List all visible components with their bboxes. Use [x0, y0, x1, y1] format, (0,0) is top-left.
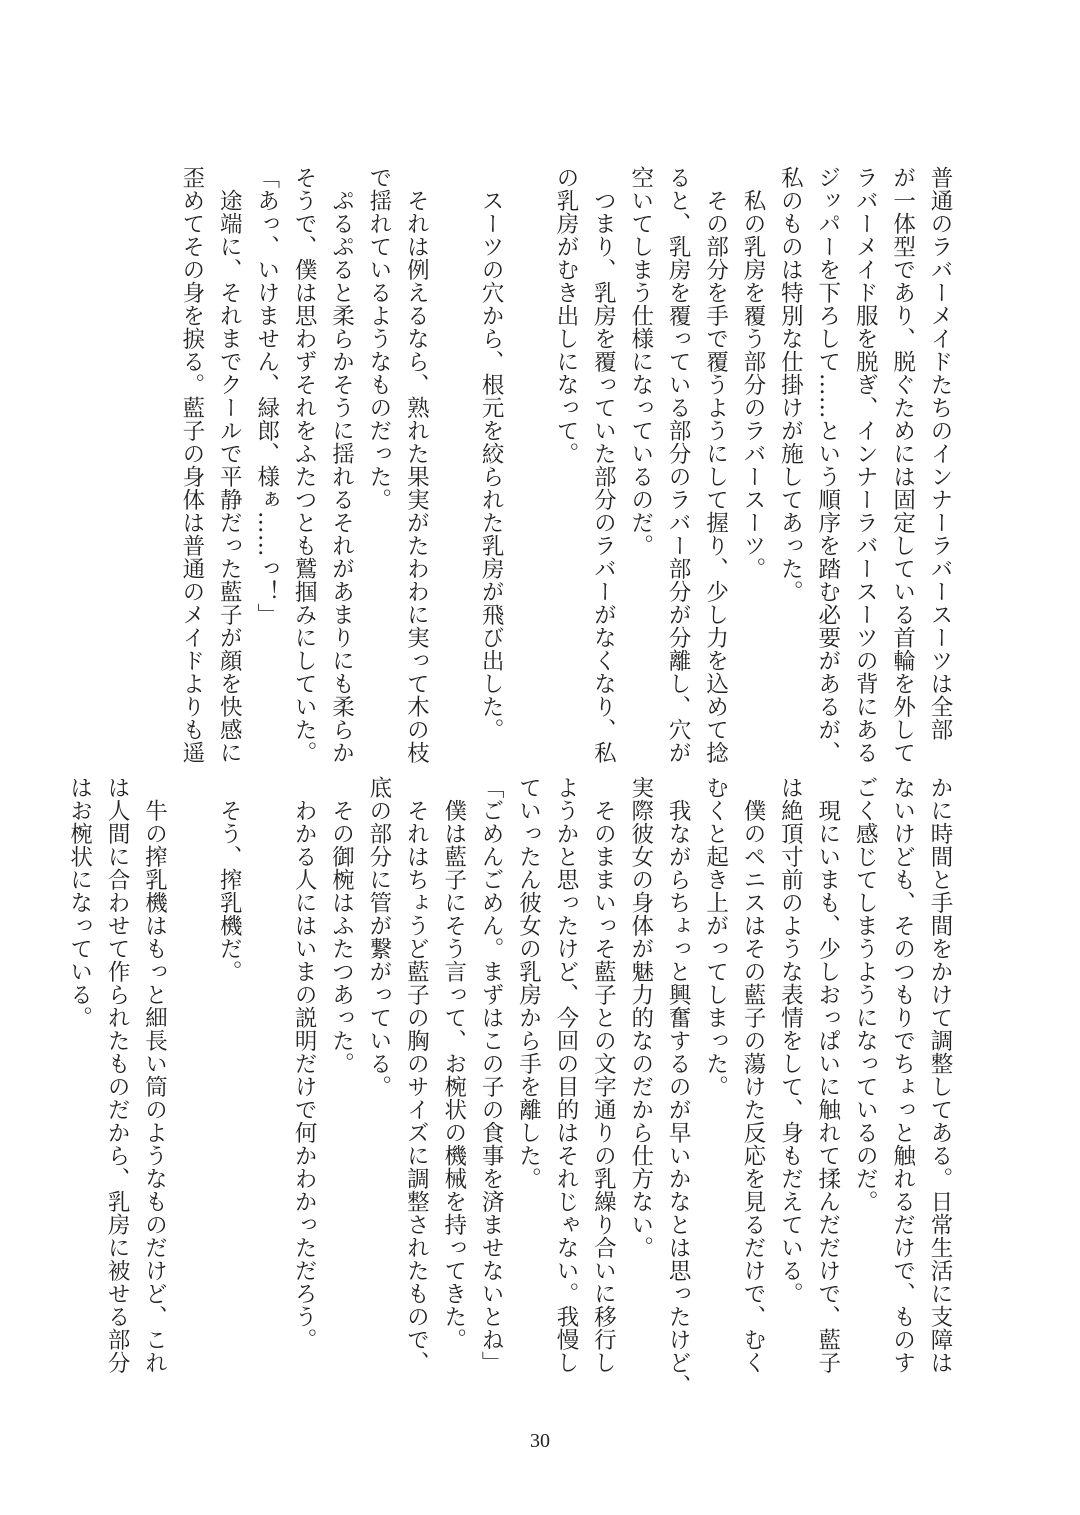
text-line: は絶頂寸前のような表情をして、身もだえている。	[777, 776, 804, 1305]
text-line: それはちょうど藍子の胸のサイズに調整されたもので、	[403, 776, 430, 1374]
text-line	[172, 776, 209, 1406]
text-line: ラバーメイド服を脱ぎ、インナーラバースーツの背にある	[852, 166, 879, 764]
text-line: むくと起き上がってしまった。	[702, 776, 729, 1098]
text-line: かに時間と手間をかけて調整してある。日常生活に支障は	[927, 776, 953, 1374]
text-line: で揺れているようなものだった。	[365, 166, 392, 511]
text-line: 「あっ、いけません、緑郎、様ぁ……っ！」	[253, 166, 280, 626]
text-line	[247, 776, 284, 1406]
text-line	[509, 166, 546, 746]
text-line: そのままいっそ藍子との文字通りの乳繰り合いに移行し	[590, 776, 617, 1374]
text-line: 空いてしまう仕様になっているのだ。	[627, 166, 654, 557]
text-line	[434, 166, 471, 746]
text-line: 普通のラバーメイドたちのインナーラバースーツは全部	[927, 166, 953, 741]
text-line: 僕のペニスはその藍子の蕩けた反応を見るだけで、むく	[739, 776, 766, 1374]
text-line: ごく感じてしまうようになっているのだ。	[852, 776, 879, 1213]
text-line: わかる人にはいまの説明だけで何かわかっただろう。	[291, 776, 318, 1351]
text-line: 歪めてその身を捩る。藍子の身体は普通のメイドよりも遥	[178, 166, 205, 764]
text-block-top	[172, 166, 958, 764]
text-line: の乳房がむき出しになって。	[552, 166, 579, 465]
text-line: 我ながらちょっと興奮するのが早いかなとは思ったけど、	[665, 776, 692, 1397]
text-line: そう、搾乳機だ。	[216, 776, 243, 983]
text-line: スーツの穴から、根元を絞られた乳房が飛び出した。	[478, 166, 505, 741]
text-line: 牛の搾乳機はもっと細長い筒のようなものだけど、これ	[141, 776, 168, 1374]
text-line: ジッパーを下ろして……という順序を踏む必要があるが、	[814, 166, 841, 764]
text-line: その御椀はふたつあった。	[328, 776, 355, 1075]
text-block-bottom	[66, 776, 958, 1406]
text-line: はお椀状になっている。	[66, 776, 93, 1029]
text-line: 「ごめんごめん。まずはこの子の食事を済ませないとね」	[478, 776, 505, 1374]
text-line: そうで、僕は思わずそれをふたつとも鷲掴みにしていた。	[291, 166, 318, 764]
text-line: ようかと思ったけど、今回の目的はそれじゃない。我慢し	[552, 776, 579, 1374]
text-line: 私の乳房を覆う部分のラバースーツ。	[739, 166, 766, 580]
text-line: つまり、乳房を覆っていた部分のラバーがなくなり、私	[590, 166, 617, 764]
text-line: ぷるぷると柔らかそうに揺れるそれがあまりにも柔らか	[328, 166, 355, 764]
text-line: 私のものは特別な仕掛けが施してあった。	[777, 166, 804, 603]
text-line: は人間に合わせて作られたものだから、乳房に被せる部分	[104, 776, 131, 1374]
text-line: 僕は藍子にそう言って、お椀状の機械を持ってきた。	[440, 776, 467, 1351]
text-line: ていったん彼女の乳房から手を離した。	[515, 776, 542, 1190]
text-line: ると、乳房を覆っている部分のラバー部分が分離し、穴が	[665, 166, 692, 764]
text-line: ないけども、そのつもりでちょっと触れるだけで、ものす	[889, 776, 916, 1374]
text-line: 底の部分に管が繋がっている。	[365, 776, 392, 1098]
text-line: その部分を手で覆うようにして握り、少し力を込めて捻	[702, 166, 729, 764]
page-number: 30	[530, 1430, 550, 1452]
text-line: が一体型であり、脱ぐためには固定している首輪を外して	[889, 166, 916, 764]
text-line: 現にいまも、少しおっぱいに触れて揉んだだけで、藍子	[814, 776, 841, 1374]
text-line: それは例えるなら、熟れた果実がたわわに実って木の枝	[403, 166, 430, 764]
text-line: 途端に、それまでクールで平静だった藍子が顔を快感に	[216, 166, 243, 764]
text-line: 実際彼女の身体が魅力的なのだから仕方ない。	[627, 776, 654, 1259]
